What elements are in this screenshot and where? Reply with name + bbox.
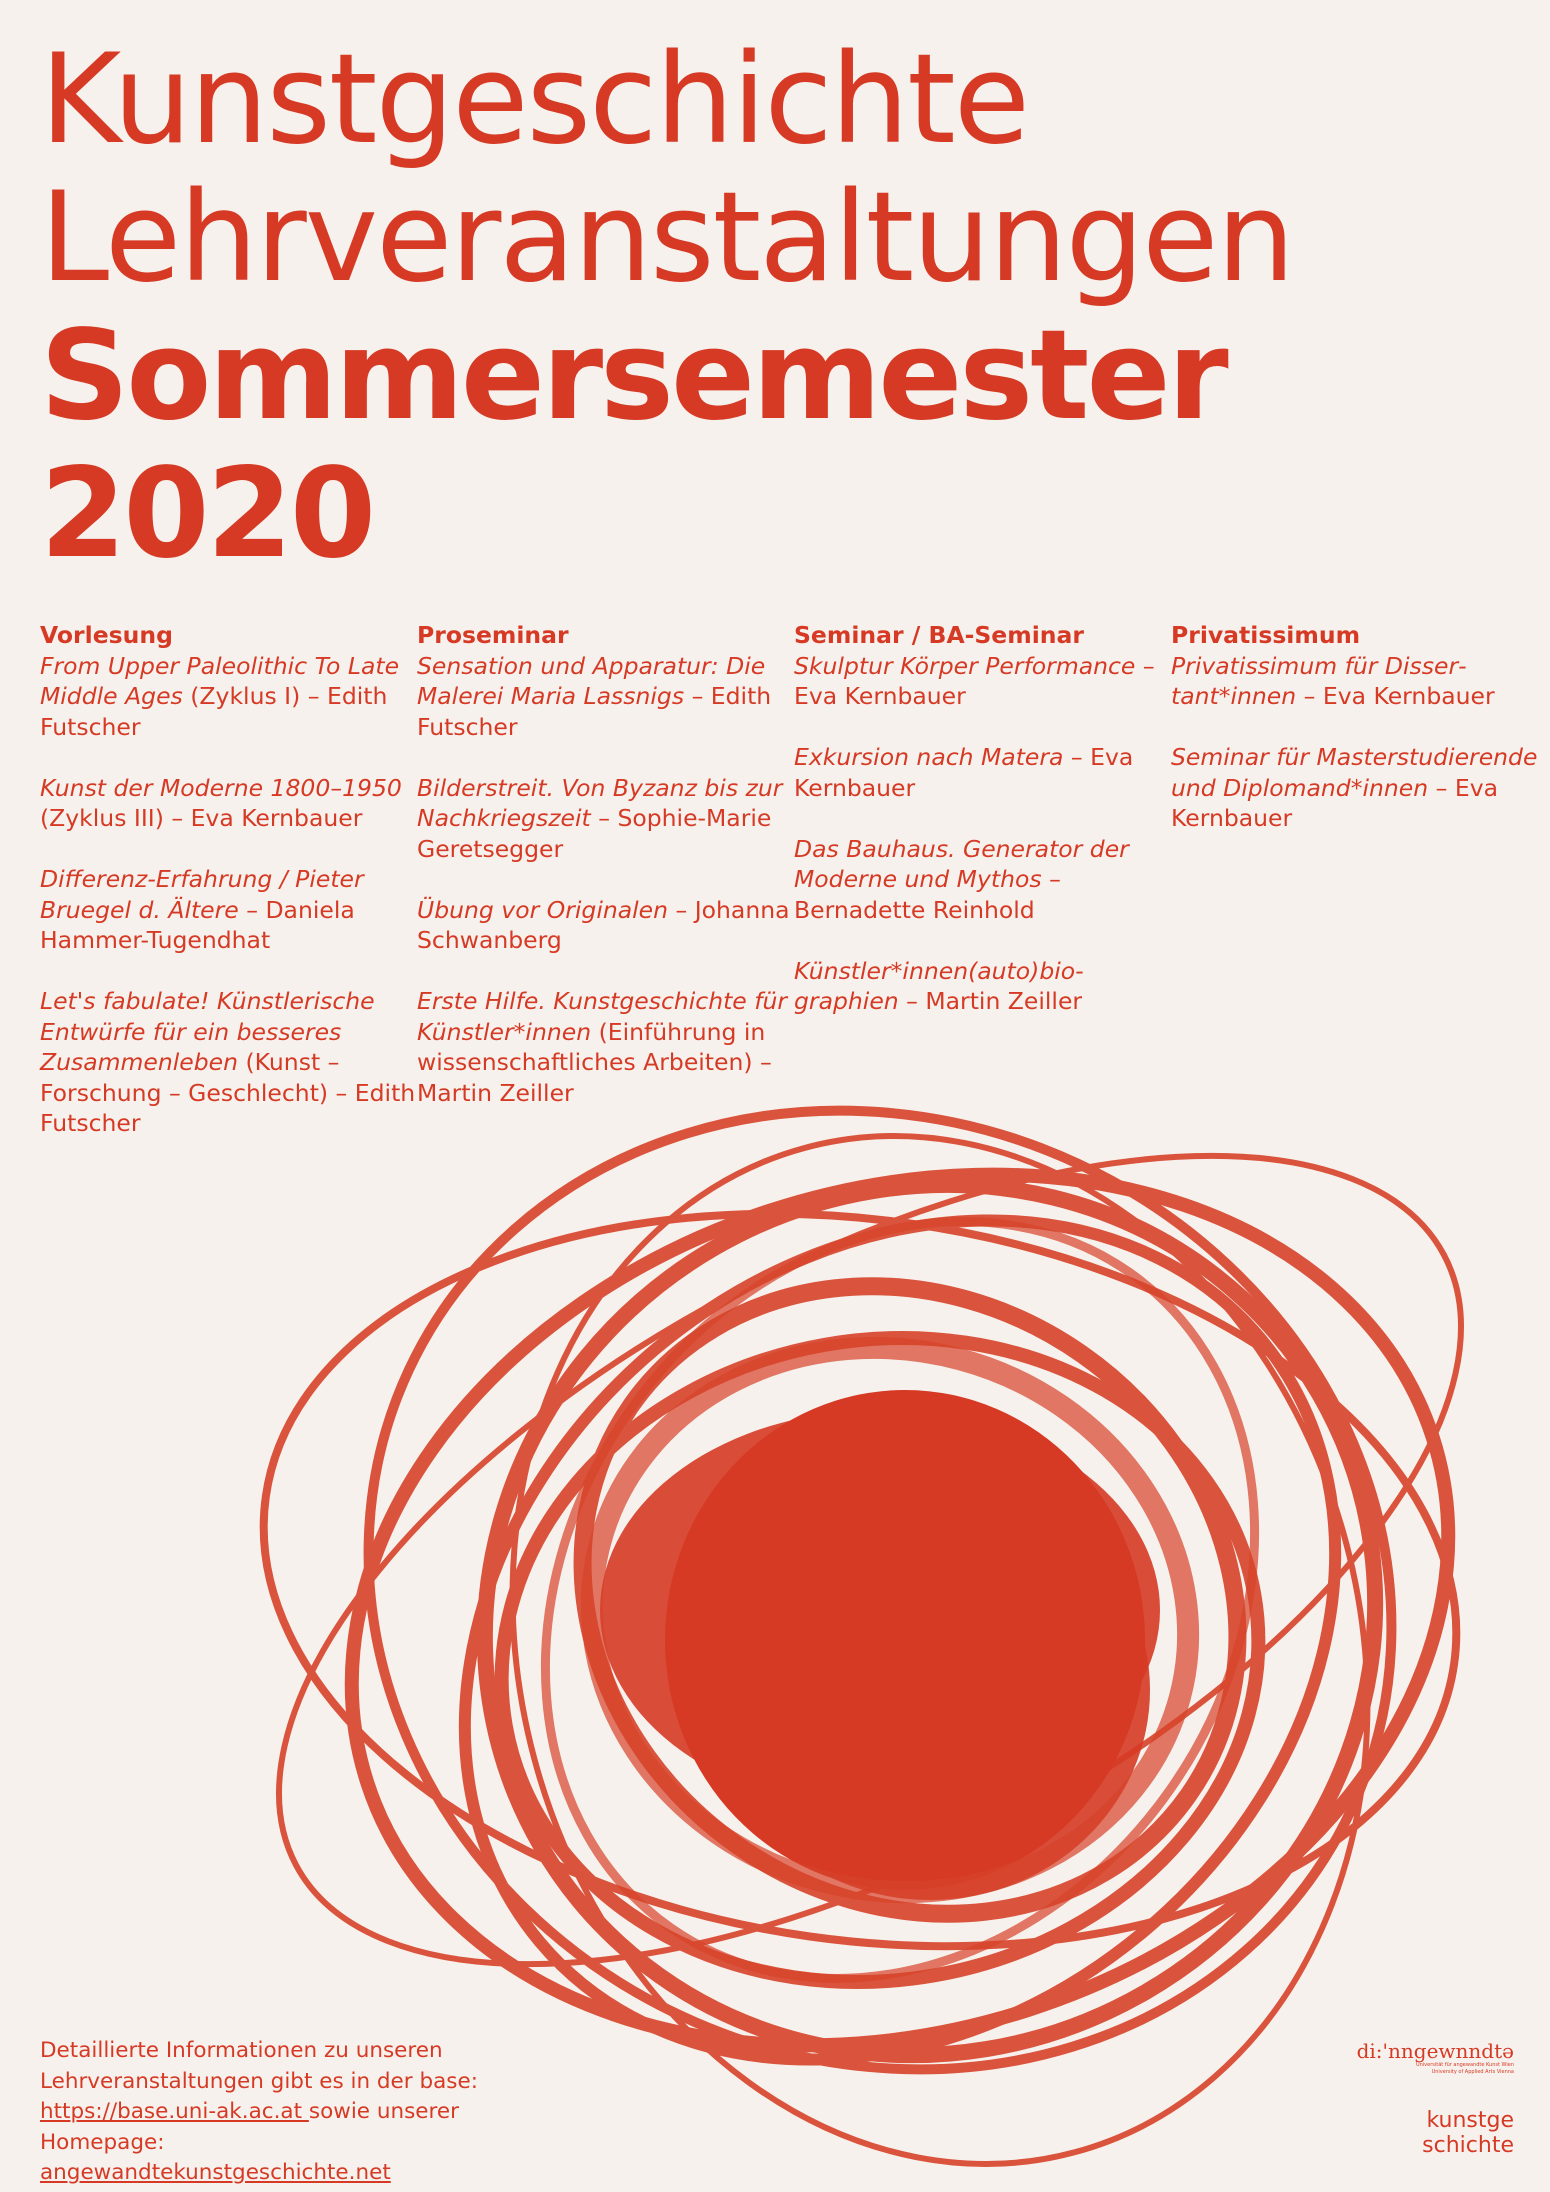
kunstgeschichte-logo	[1422, 2108, 1514, 2158]
title-line-1: Kunstgeschichte	[40, 28, 1029, 172]
course-entry: Übung vor Originalen – Johanna Schwanberg	[417, 895, 790, 954]
column-seminar	[794, 620, 1171, 1169]
footer-info	[40, 2036, 500, 2189]
column-privatissimum	[1171, 620, 1548, 1169]
homepage-link[interactable]: angewandtekunstgeschichte.net	[40, 2160, 391, 2185]
footer-text: sowie unserer Homepage:	[40, 2099, 459, 2155]
course-entry: Privatissimum für Dissertant*innen – Eva Kernbauer	[1171, 651, 1495, 710]
course-entry: Skulptur Körper Performance – Eva Kernbauer	[794, 651, 1155, 710]
column-heading: Vorlesung	[40, 621, 173, 649]
course-entry: Seminar für Masterstudierende und Diplomand*innen – Eva Kernbauer	[1171, 743, 1538, 832]
poster-title	[40, 28, 1294, 590]
angewandte-logo	[1357, 2040, 1514, 2076]
course-entry: From Upper Paleolithic To Late Middle Ages (Zyklus I) – Edith Futscher	[40, 651, 400, 741]
course-entry: Differenz-Erfahrung / Pieter Bruegel d. Ältere – Daniela Hammer-Tugendhat	[40, 865, 364, 954]
column-proseminar	[417, 620, 794, 1169]
column-heading: Privatissimum	[1171, 621, 1361, 649]
title-line-3: Sommersemester	[40, 304, 1226, 448]
course-entry: Let's fabulate! Künstlerische Entwürfe für ein besseres Zusammenleben (Kunst – Forschung – Geschlecht) – Edith Futscher	[40, 987, 416, 1137]
course-entry: Bilderstreit. Von Byzanz bis zur Nachkriegszeit – Sophie-Marie Geretsegger	[417, 773, 783, 863]
course-entry: Erste Hilfe. Kunstgeschichte für Künstler*innen (Einführung in wissenschaftliches Arbeiten) – Martin Zeiller	[417, 987, 788, 1107]
angewandte-subtitle: Universität für angewandte Kunst Wien	[1415, 2062, 1514, 2068]
course-entry: Sensation und Apparatur: Die Malerei Maria Lassnigs – Edith Futscher	[417, 651, 772, 741]
logo-line-1: kunstge	[1426, 2108, 1514, 2133]
footer-text: Detaillierte Informationen zu unseren Lehrveranstaltungen gibt es in der base:	[40, 2038, 478, 2094]
angewandte-wordmark: di:'nngewnndtə	[1356, 2039, 1514, 2063]
column-vorlesung	[40, 620, 417, 1169]
course-entry: Künstler*innen(auto)biographien – Martin Zeiller	[794, 956, 1084, 1015]
base-link[interactable]: https://base.uni-ak.ac.at	[40, 2099, 309, 2124]
logo-line-2: schichte	[1422, 2133, 1514, 2158]
angewandte-subtitle-en: University of Applied Arts Vienna	[1431, 2069, 1514, 2075]
title-line-4: 2020	[40, 442, 374, 586]
column-heading: Proseminar	[417, 621, 569, 649]
course-entry: Das Bauhaus. Generator der Moderne und Mythos – Bernadette Reinhold	[794, 834, 1129, 924]
course-entry: Exkursion nach Matera – Eva Kernbauer	[794, 743, 1134, 802]
course-columns	[40, 620, 1548, 1169]
title-line-2: Lehrveranstaltungen	[40, 166, 1294, 310]
course-entry: Kunst der Moderne 1800–1950 (Zyklus III) – Eva Kernbauer	[40, 773, 402, 832]
column-heading: Seminar / BA-Seminar	[794, 621, 1084, 649]
